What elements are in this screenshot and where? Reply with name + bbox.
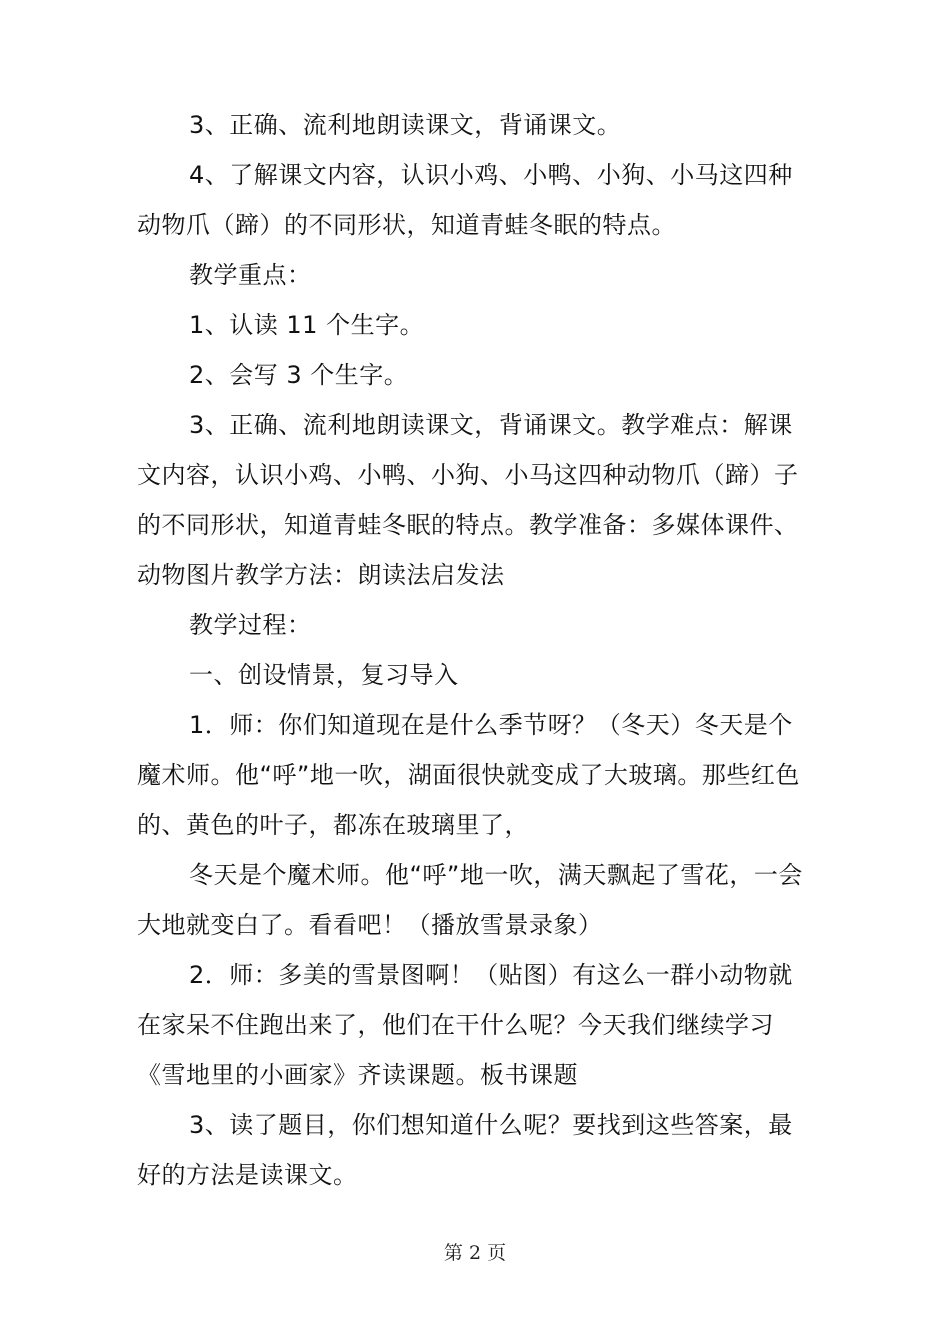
paragraph-focus-3: 3、正确、流利地朗读课文，背诵课文。教学难点：解课文内容，认识小鸡、小鸭、小狗、小马这四种动物爪（蹄）子的不同形状，知道青蛙冬眠的特点。教学准备：多媒体课件、动物图片教学方法：朗读法启发法	[137, 411, 799, 589]
paragraph-focus-1: 1、认读 11 个生字。	[189, 311, 425, 339]
paragraph-step-1-continued: 冬天是个魔术师。他“呼”地一吹，满天飘起了雪花，一会大地就变白了。看看吧！（播放雪景录象）	[137, 861, 803, 939]
document-body	[137, 100, 815, 1200]
paragraph-objective-3: 3、正确、流利地朗读课文，背诵课文。	[189, 111, 622, 139]
heading-section-one: 一、创设情景，复习导入	[189, 661, 459, 689]
page-number: 第 2 页	[443, 1242, 507, 1264]
paragraph-step-3: 3、读了题目，你们想知道什么呢？要找到这些答案，最好的方法是读课文。	[137, 1111, 793, 1189]
heading-teaching-focus: 教学重点：	[189, 261, 312, 289]
paragraph-objective-4: 4、了解课文内容，认识小鸡、小鸭、小狗、小马这四种动物爪（蹄）的不同形状，知道青蛙冬眠的特点。	[137, 161, 793, 239]
heading-teaching-process: 教学过程：	[189, 611, 312, 639]
paragraph-focus-2: 2、会写 3 个生字。	[189, 361, 409, 389]
paragraph-step-2: 2．师：多美的雪景图啊！（贴图）有这么一群小动物就在家呆不住跑出来了，他们在干什么呢？今天我们继续学习《雪地里的小画家》齐读课题。板书课题	[137, 961, 793, 1089]
paragraph-step-1: 1．师：你们知道现在是什么季节呀？（冬天）冬天是个魔术师。他“呼”地一吹，湖面很快就变成了大玻璃。那些红色的、黄色的叶子，都冻在玻璃里了，	[137, 711, 800, 839]
